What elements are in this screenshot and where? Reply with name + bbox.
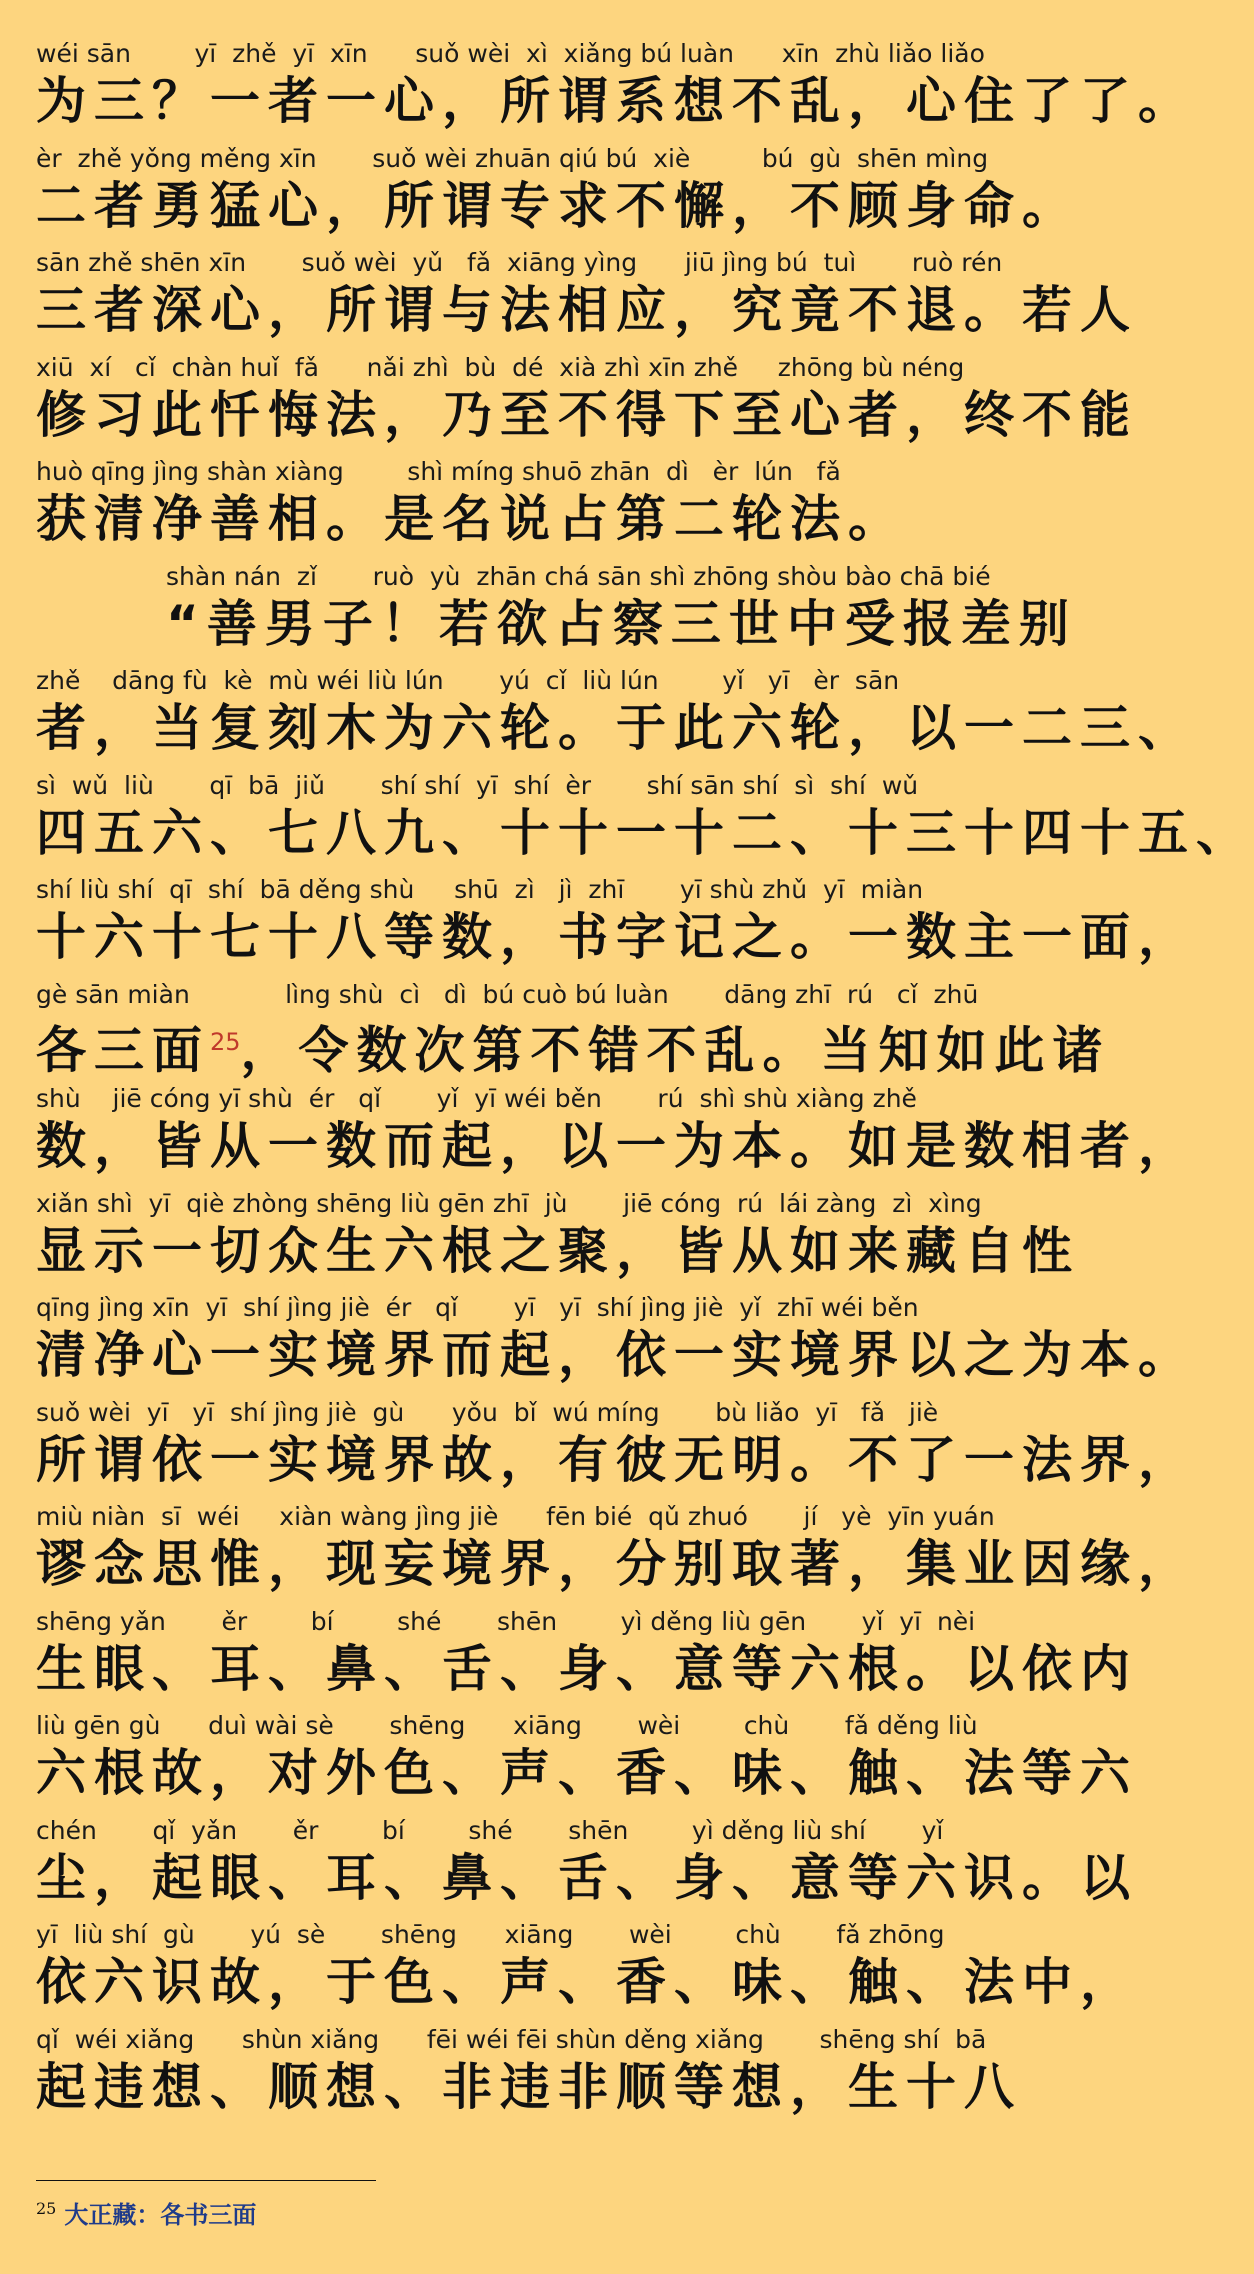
pinyin-line: sān zhě shēn xīn suǒ wèi yǔ fǎ xiāng yìng jiū jìng bú tuì ruò rén (36, 248, 1003, 277)
hanzi-line (36, 70, 1196, 132)
hanzi-text: 为三？一者一心，所谓系想不乱，心住了了。 (36, 72, 1196, 130)
hanzi-text: 各三面 (36, 1021, 210, 1080)
pinyin-line: liù gēn gù duì wài sè shēng xiāng wèi chù fǎ děng liù (36, 1711, 978, 1740)
hanzi-text: 起违想、顺想、非违非顺等想，生十八 (36, 2057, 1022, 2116)
footnote-divider (36, 2180, 376, 2181)
text-line (36, 665, 1196, 770)
footnote-text: 大正藏：各书三面 (64, 2200, 257, 2229)
pinyin-line: yī liù shí gù yú sè shēng xiāng wèi chù fǎ zhōng (36, 1920, 945, 1949)
hanzi-text: 清净心一实境界而起，依一实境界以之为本。 (36, 1326, 1196, 1384)
hanzi-line (36, 1115, 1196, 1177)
pinyin-line: qīng jìng xīn yī shí jìng jiè ér qǐ yī yī shí jìng jiè yǐ zhī wéi běn (36, 1293, 919, 1322)
text-line (36, 1501, 1196, 1606)
pinyin-line: gè sān miàn lìng shù cì dì bú cuò bú luàn dāng zhī rú cǐ zhū (36, 979, 979, 1009)
hanzi-text: 十六十七十八等数，书字记之。一数主一面， (36, 908, 1196, 966)
pinyin-line: èr zhě yǒng měng xīn suǒ wèi zhuān qiú bú xiè bú gù shēn mìng (36, 143, 989, 173)
text-line (36, 1919, 1138, 2024)
pinyin-line: chén qǐ yǎn ěr bí shé shēn yì děng liù shí yǐ (36, 1815, 944, 1845)
hanzi-line (36, 279, 1138, 341)
hanzi-text: 三者深心，所谓与法相应，究竟不退。若人 (36, 281, 1138, 339)
text-body (36, 38, 1254, 2128)
pinyin-line: wéi sān yī zhě yī xīn suǒ wèi xì xiǎng bú luàn xīn zhù liǎo liǎo (36, 39, 985, 68)
hanzi-line (36, 1847, 1138, 1909)
footnote (36, 2195, 256, 2230)
hanzi-line (36, 1011, 1111, 1080)
text-line (36, 38, 1196, 143)
pinyin-line: qǐ wéi xiǎng shùn xiǎng fēi wéi fēi shùn děng xiǎng shēng shí bā (36, 2024, 987, 2054)
text-line (36, 352, 1138, 457)
hanzi-text: 二者勇猛心，所谓专求不懈，不顾身命。 (36, 176, 1080, 235)
hanzi-line (166, 593, 1077, 655)
pinyin-line: shí liù shí qī shí bā děng shù shū zì jì zhī yī shù zhǔ yī miàn (36, 875, 924, 904)
hanzi-line (36, 2056, 1056, 2118)
hanzi-text: 显示一切众生六根之聚，皆从如来藏自性 (36, 1221, 1080, 1280)
hanzi-line (36, 488, 1056, 550)
hanzi-line (36, 1220, 1080, 1282)
text-line (36, 561, 1077, 666)
pinyin-line: xiǎn shì yī qiè zhòng shēng liù gēn zhī jù jiē cóng rú lái zàng zì xìng (36, 1188, 982, 1218)
text-line (36, 770, 1254, 875)
hanzi-text: ，令数次第不错不乱。当知如此诸 (240, 1021, 1111, 1080)
hanzi-text: 六根故，对外色、声、香、味、触、法等六 (36, 1744, 1138, 1802)
hanzi-text: 尘，起眼、耳、鼻、舌、身、意等六识。以 (36, 1848, 1138, 1907)
text-line (36, 1083, 1196, 1188)
text-line (36, 1292, 1196, 1397)
text-line (36, 456, 1056, 561)
hanzi-line (36, 1638, 1138, 1700)
hanzi-text: 修习此忏悔法，乃至不得下至心者，终不能 (36, 385, 1138, 444)
text-line (36, 1188, 1080, 1293)
pinyin-line: zhě dāng fù kè mù wéi liù lún yú cǐ liù lún yǐ yī èr sān (36, 666, 900, 695)
hanzi-line (36, 1324, 1196, 1386)
hanzi-text: “善男子！若欲占察三世中受报差别 (166, 594, 1077, 653)
hanzi-text: 谬念思惟，现妄境界，分别取著，集业因缘， (36, 1535, 1196, 1593)
text-line (36, 874, 1196, 979)
text-line (36, 1606, 1138, 1711)
pinyin-line: shù jiē cóng yī shù ér qǐ yǐ yī wéi běn rú shì shù xiàng zhě (36, 1084, 917, 1113)
pinyin-line: huò qīng jìng shàn xiàng shì míng shuō zhān dì èr lún fǎ (36, 457, 841, 486)
footnote-reference[interactable]: 25 (210, 1027, 241, 1056)
hanzi-text: 依六识故，于色、声、香、味、触、法中， (36, 1953, 1138, 2011)
footnote-number: 25 (36, 2199, 57, 2218)
pinyin-line: miù niàn sī wéi xiàn wàng jìng jiè fēn bié qǔ zhuó jí yè yīn yuán (36, 1502, 995, 1531)
hanzi-line (36, 175, 1080, 237)
hanzi-line (36, 802, 1254, 864)
text-line (36, 1710, 1138, 1815)
pinyin-line: sì wǔ liù qī bā jiǔ shí shí yī shí èr shí sān shí sì shí wǔ (36, 770, 919, 800)
hanzi-line (36, 1742, 1138, 1804)
hanzi-text: 者，当复刻木为六轮。于此六轮，以一二三、 (36, 699, 1196, 757)
text-line (36, 979, 1111, 1084)
hanzi-line (36, 906, 1196, 968)
hanzi-text: 所谓依一实境界故，有彼无明。不了一法界， (36, 1430, 1196, 1489)
text-line (36, 2024, 1056, 2129)
hanzi-line (36, 697, 1196, 759)
hanzi-line (36, 1951, 1138, 2013)
hanzi-line (36, 1533, 1196, 1595)
text-line (36, 143, 1080, 248)
hanzi-text: 四五六、七八九、十十一十二、十三十四十五、 (36, 803, 1254, 862)
hanzi-line (36, 384, 1138, 446)
pinyin-line: xiū xí cǐ chàn huǐ fǎ nǎi zhì bù dé xià zhì xīn zhě zhōng bù néng (36, 352, 965, 382)
pinyin-line: shàn nán zǐ ruò yù zhān chá sān shì zhōng shòu bào chā bié (166, 561, 991, 591)
pinyin-line: shēng yǎn ěr bí shé shēn yì děng liù gēn yǐ yī nèi (36, 1606, 976, 1636)
hanzi-text: 数，皆从一数而起，以一为本。如是数相者， (36, 1117, 1196, 1175)
hanzi-line (36, 1429, 1196, 1491)
pinyin-line: suǒ wèi yī yī shí jìng jiè gù yǒu bǐ wú míng bù liǎo yī fǎ jiè (36, 1397, 939, 1427)
hanzi-text: 获清净善相。是名说占第二轮法。 (36, 490, 906, 548)
text-line (36, 1397, 1196, 1502)
hanzi-text: 生眼、耳、鼻、舌、身、意等六根。以依内 (36, 1639, 1138, 1698)
text-line (36, 1815, 1138, 1920)
text-line (36, 247, 1138, 352)
